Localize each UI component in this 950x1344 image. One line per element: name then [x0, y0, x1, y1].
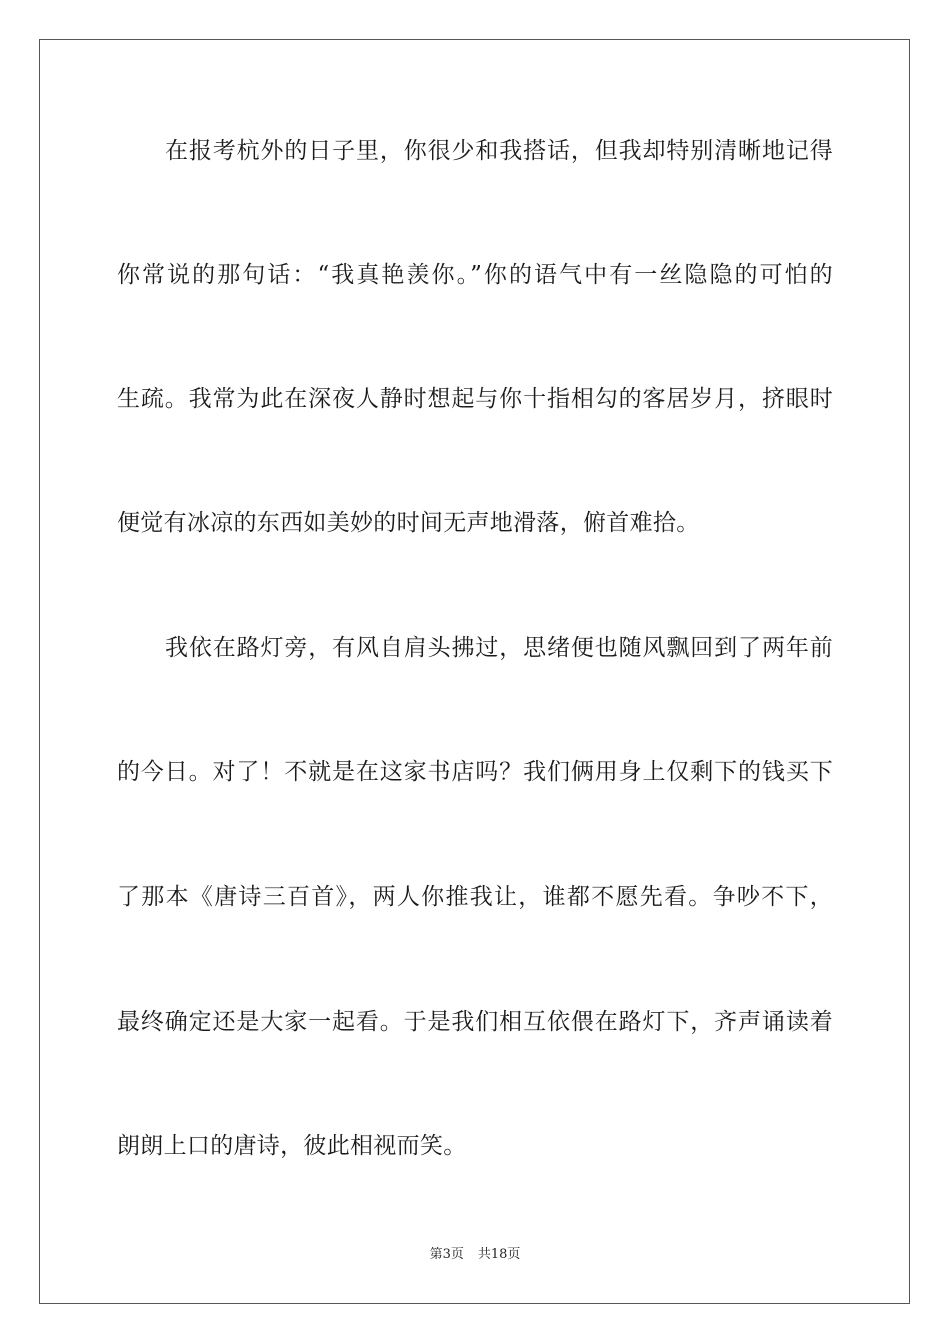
page-footer [0, 1246, 950, 1264]
text-line: 在报考杭外的日子里，你很少和我搭话，但我却特别清晰地记得 [165, 138, 833, 164]
page-number: 第3页 [429, 1247, 464, 1262]
text-line: 生疏。我常为此在深夜人静时想起与你十指相勾的客居岁月，挤眼时 [117, 386, 833, 412]
text-line: 我依在路灯旁，有风自肩头拂过，思绪便也随风飘回到了两年前 [165, 635, 833, 661]
text-line: 的今日。对了！不就是在这家书店吗？我们俩用身上仅剩下的钱买下 [117, 759, 833, 785]
text-line: 便觉有冰凉的东西如美妙的时间无声地滑落，俯首难拾。 [117, 510, 700, 536]
text-line: 了那本《唐诗三百首》，两人你推我让，谁都不愿先看。争吵不下， [117, 884, 833, 910]
text-line: 朗朗上口的唐诗，彼此相视而笑。 [117, 1133, 467, 1159]
text-line: 你常说的那句话：“我真艳羡你。”你的语气中有一丝隐隐的可怕的 [117, 262, 833, 288]
text-line: 最终确定还是大家一起看。于是我们相互依偎在路灯下，齐声诵读着 [117, 1009, 833, 1035]
page-border [39, 39, 910, 1304]
page-total: 共18页 [477, 1247, 521, 1262]
